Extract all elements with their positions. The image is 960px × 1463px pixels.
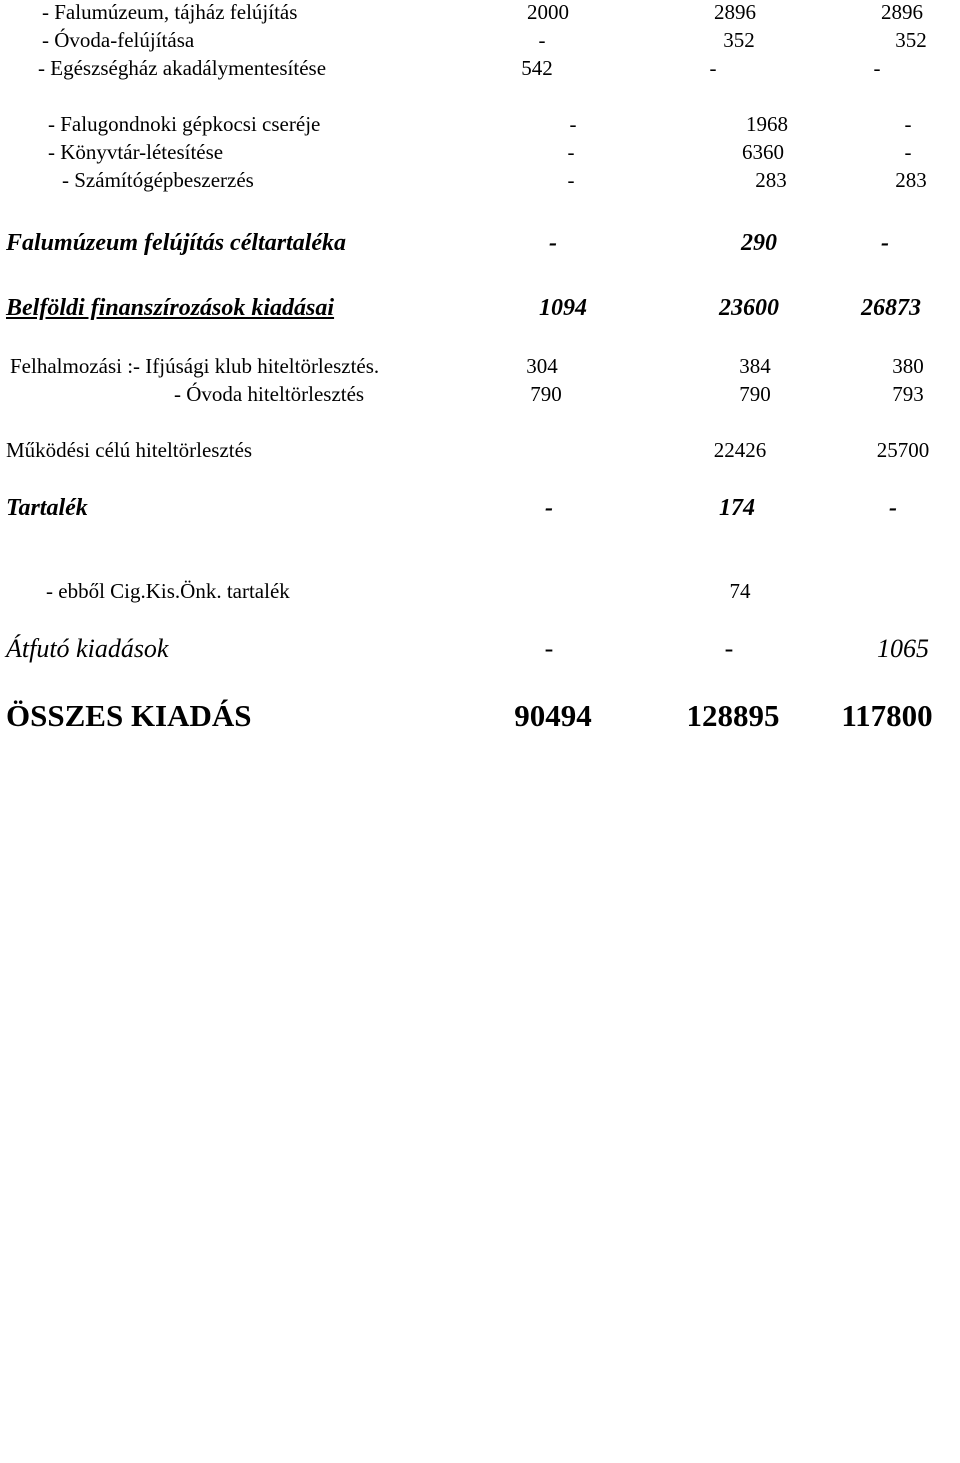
- row-value-col3: 352: [895, 28, 927, 52]
- row-value-col1: 2000: [527, 0, 569, 24]
- row-value-col2: -: [709, 56, 717, 80]
- row-label: Felhalmozási :- Ifjúsági klub hiteltörlesztés.: [10, 354, 380, 378]
- row-value-col3: 25700: [876, 438, 930, 462]
- table-row: [0, 581, 960, 611]
- row-value-col2: 2896: [714, 0, 756, 24]
- row-value-col1: -: [567, 140, 575, 164]
- row-value-col2: 290: [741, 230, 777, 256]
- grand-total-col1: 90494: [514, 698, 592, 733]
- grand-total-label: ÖSSZES KIADÁS: [6, 698, 252, 733]
- row-value-col1: -: [567, 168, 575, 192]
- grand-total-col3: 117800: [841, 698, 933, 733]
- table-row: [0, 356, 960, 386]
- row-value-col1: -: [538, 28, 546, 52]
- row-value-col2: 384: [739, 354, 771, 378]
- table-row: [0, 384, 960, 414]
- row-value-col2: 74: [729, 579, 751, 603]
- table-row: [0, 636, 960, 666]
- table-row: [0, 296, 960, 326]
- row-label: - Óvoda hiteltörlesztés: [174, 382, 365, 406]
- table-row: [0, 496, 960, 526]
- row-value-col1: -: [545, 495, 553, 521]
- row-value-col3: 26873: [861, 295, 921, 321]
- row-value-col3: -: [904, 140, 912, 164]
- row-value-col1: 304: [526, 354, 558, 378]
- row-label: Átfutó kiadások: [6, 634, 169, 663]
- row-value-col2: 1968: [746, 112, 788, 136]
- table-row: [0, 440, 960, 470]
- row-value-col1: -: [549, 230, 557, 256]
- row-value-col3: -: [873, 56, 881, 80]
- row-value-col1: -: [544, 634, 554, 663]
- table-row: [0, 58, 960, 88]
- row-value-col3: -: [904, 112, 912, 136]
- row-value-col3: 2896: [881, 0, 923, 24]
- grand-total-row: [0, 698, 960, 733]
- row-value-col3: 793: [892, 382, 924, 406]
- row-label: - Falumúzeum, tájház felújítás: [42, 0, 298, 24]
- row-value-col3: 1065: [877, 634, 929, 663]
- row-value-col3: -: [889, 495, 897, 521]
- table-row: [0, 231, 960, 261]
- table-row: [0, 170, 960, 200]
- row-value-col2: 6360: [742, 140, 784, 164]
- row-value-col2: 23600: [719, 295, 779, 321]
- row-value-col2: -: [724, 634, 734, 663]
- row-value-col2: 22426: [713, 438, 767, 462]
- row-label: - Falugondnoki gépkocsi cseréje: [48, 112, 321, 136]
- row-value-col1: 1094: [539, 295, 587, 321]
- row-label: Falumúzeum felújítás céltartaléka: [6, 230, 347, 256]
- row-value-col3: 380: [892, 354, 924, 378]
- row-value-col1: -: [569, 112, 577, 136]
- row-value-col2: 352: [723, 28, 755, 52]
- row-value-col3: -: [881, 230, 889, 256]
- section-heading: Belföldi finanszírozások kiadásai: [6, 295, 335, 321]
- row-value-col2: 174: [719, 495, 755, 521]
- row-label: Működési célú hiteltörlesztés: [6, 438, 253, 462]
- row-value-col3: 283: [895, 168, 927, 192]
- row-value-col1: 790: [530, 382, 562, 406]
- row-label: Tartalék: [6, 495, 88, 521]
- row-value-col2: 283: [755, 168, 787, 192]
- row-label: - Számítógépbeszerzés: [62, 168, 254, 192]
- row-value-col2: 790: [739, 382, 771, 406]
- row-label: - Egészségház akadálymentesítése: [38, 56, 327, 80]
- row-label: - Óvoda-felújítása: [42, 28, 195, 52]
- row-value-col1: 542: [521, 56, 553, 80]
- row-label: - Könyvtár-létesítése: [48, 140, 224, 164]
- row-label: - ebből Cig.Kis.Önk. tartalék: [46, 579, 290, 603]
- grand-total-col2: 128895: [686, 698, 780, 733]
